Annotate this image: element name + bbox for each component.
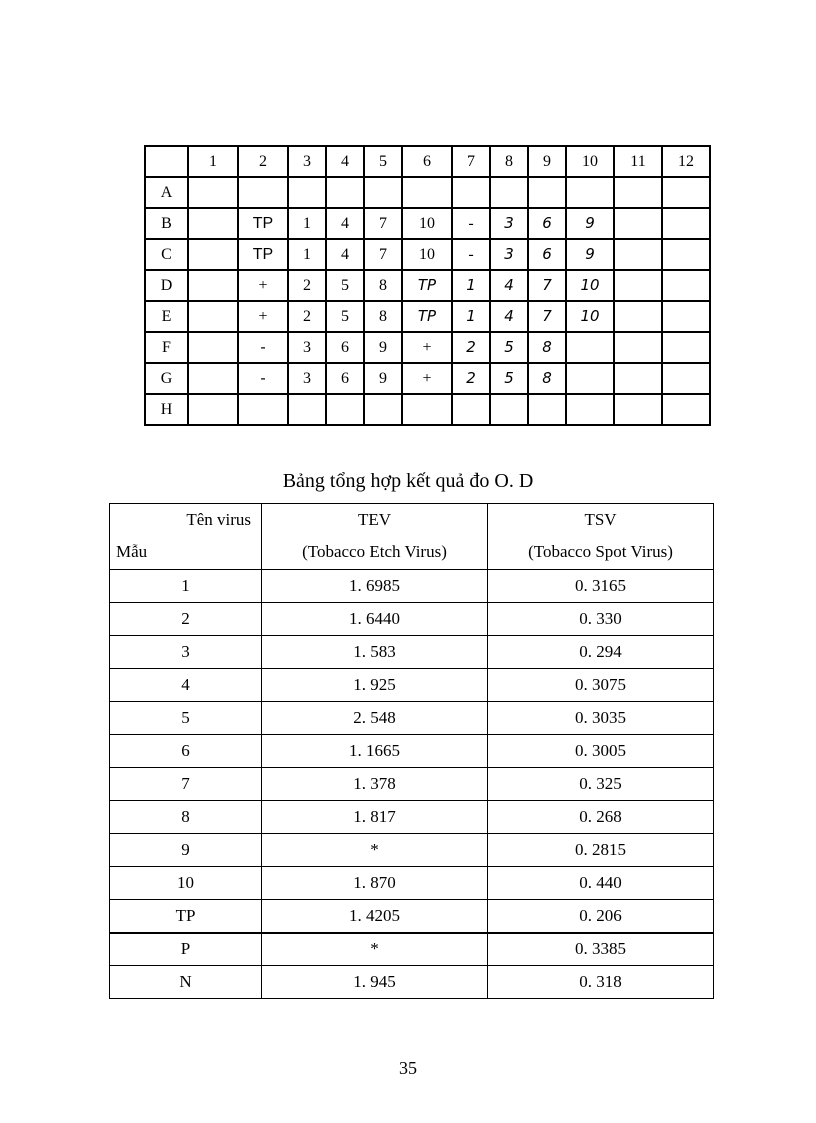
plate-cell: 5	[490, 363, 528, 394]
plate-cell	[188, 177, 238, 208]
plate-cell: 9	[364, 363, 402, 394]
plate-cell: -	[452, 208, 490, 239]
plate-cell	[662, 177, 710, 208]
plate-row-label: B	[145, 208, 188, 239]
plate-cell	[614, 332, 662, 363]
plate-cell	[528, 394, 566, 425]
od-tsv-value: 0. 318	[488, 966, 714, 999]
plate-row	[145, 363, 710, 394]
od-tev-value: *	[262, 933, 488, 966]
plate-cell: 6	[326, 363, 364, 394]
plate-cell	[490, 394, 528, 425]
plate-cell: 6	[528, 208, 566, 239]
tev-name: TEV	[357, 510, 392, 529]
plate-cell: 8	[364, 301, 402, 332]
od-row	[110, 636, 714, 669]
plate-cell: 2	[288, 270, 326, 301]
plate-cell: 10	[566, 270, 614, 301]
od-sample: 3	[110, 636, 262, 669]
plate-cell	[452, 394, 490, 425]
plate-column-header: 3	[288, 146, 326, 177]
od-row	[110, 603, 714, 636]
plate-cell: 5	[490, 332, 528, 363]
od-tev-value: 1. 817	[262, 801, 488, 834]
plate-cell	[614, 363, 662, 394]
plate-row	[145, 394, 710, 425]
od-tsv-value: 0. 268	[488, 801, 714, 834]
plate-cell: 3	[490, 239, 528, 270]
od-corner-header	[110, 504, 262, 570]
od-row	[110, 669, 714, 702]
plate-row-label: A	[145, 177, 188, 208]
plate-cell: 2	[452, 363, 490, 394]
plate-cell	[402, 394, 452, 425]
plate-cell: -	[238, 332, 288, 363]
plate-cell	[566, 363, 614, 394]
plate-cell: 10	[402, 239, 452, 270]
tsv-name: TSV	[584, 510, 617, 529]
plate-column-header: 6	[402, 146, 452, 177]
plate-cell: 4	[326, 208, 364, 239]
od-tsv-value: 0. 3035	[488, 702, 714, 735]
plate-cell: 5	[326, 270, 364, 301]
od-tev-value: 1. 945	[262, 966, 488, 999]
plate-cell: 8	[528, 363, 566, 394]
plate-cell	[566, 394, 614, 425]
plate-cell	[614, 177, 662, 208]
tsv-full-name: (Tobacco Spot Virus)	[528, 542, 673, 561]
od-tsv-value: 0. 3385	[488, 933, 714, 966]
od-tev-value: 1. 870	[262, 867, 488, 900]
od-tev-value: 1. 6985	[262, 570, 488, 603]
od-sample: 1	[110, 570, 262, 603]
od-tsv-value: 0. 330	[488, 603, 714, 636]
plate-row-label: F	[145, 332, 188, 363]
od-tsv-value: 0. 294	[488, 636, 714, 669]
plate-row	[145, 177, 710, 208]
od-results-table	[109, 503, 714, 999]
plate-row-label: E	[145, 301, 188, 332]
plate-cell	[402, 177, 452, 208]
plate-cell	[614, 208, 662, 239]
plate-cell	[566, 177, 614, 208]
od-sample: 10	[110, 867, 262, 900]
od-tev-value: 1. 6440	[262, 603, 488, 636]
plate-cell: 7	[528, 270, 566, 301]
od-tev-value: 1. 1665	[262, 735, 488, 768]
plate-cell: 3	[490, 208, 528, 239]
plate-cell: 5	[326, 301, 364, 332]
plate-cell: 7	[364, 239, 402, 270]
plate-cell: +	[238, 270, 288, 301]
od-sample: 5	[110, 702, 262, 735]
plate-row	[145, 332, 710, 363]
plate-cell: 1	[452, 301, 490, 332]
plate-row-label: D	[145, 270, 188, 301]
plate-cell: TP	[238, 208, 288, 239]
plate-cell: 10	[566, 301, 614, 332]
plate-column-header: 7	[452, 146, 490, 177]
plate-cell	[188, 270, 238, 301]
tsv-header	[488, 504, 714, 570]
table-caption: Bảng tổng hợp kết quả đo O. D	[282, 470, 534, 492]
plate-column-header: 1	[188, 146, 238, 177]
od-row	[110, 735, 714, 768]
od-header-row	[110, 504, 714, 570]
plate-cell	[188, 394, 238, 425]
plate-cell	[364, 394, 402, 425]
od-row	[110, 570, 714, 603]
plate-row	[145, 270, 710, 301]
plate-cell	[614, 270, 662, 301]
plate-cell: 1	[288, 208, 326, 239]
plate-cell	[662, 363, 710, 394]
od-sample: 2	[110, 603, 262, 636]
plate-column-header: 11	[614, 146, 662, 177]
od-tsv-value: 0. 3005	[488, 735, 714, 768]
plate-cell	[662, 270, 710, 301]
plate-column-header: 2	[238, 146, 288, 177]
od-row	[110, 867, 714, 900]
od-tev-value: 2. 548	[262, 702, 488, 735]
plate-cell	[188, 332, 238, 363]
od-row	[110, 801, 714, 834]
plate-cell: 7	[528, 301, 566, 332]
od-row	[110, 900, 714, 933]
plate-cell: 8	[364, 270, 402, 301]
plate-row-label: C	[145, 239, 188, 270]
plate-cell: -	[452, 239, 490, 270]
od-row	[110, 834, 714, 867]
plate-cell	[188, 239, 238, 270]
od-tsv-value: 0. 440	[488, 867, 714, 900]
od-tsv-value: 0. 3165	[488, 570, 714, 603]
plate-cell	[566, 332, 614, 363]
plate-cell	[188, 363, 238, 394]
plate-row	[145, 208, 710, 239]
plate-cell	[188, 208, 238, 239]
plate-cell: +	[402, 332, 452, 363]
plate-cell: 10	[402, 208, 452, 239]
od-row	[110, 966, 714, 999]
od-tev-value: 1. 925	[262, 669, 488, 702]
plate-cell	[614, 239, 662, 270]
plate-corner-cell	[145, 146, 188, 177]
tev-header	[262, 504, 488, 570]
plate-cell: 7	[364, 208, 402, 239]
plate-cell	[188, 301, 238, 332]
plate-header-row	[145, 146, 710, 177]
od-tsv-value: 0. 325	[488, 768, 714, 801]
plate-cell	[288, 177, 326, 208]
plate-row-label: H	[145, 394, 188, 425]
od-sample: 9	[110, 834, 262, 867]
plate-cell: 2	[288, 301, 326, 332]
plate-cell	[326, 394, 364, 425]
od-sample: TP	[110, 900, 262, 933]
plate-cell	[662, 332, 710, 363]
plate-row	[145, 301, 710, 332]
plate-cell	[364, 177, 402, 208]
od-sample: N	[110, 966, 262, 999]
plate-cell: 1	[452, 270, 490, 301]
od-tsv-value: 0. 206	[488, 900, 714, 933]
od-tev-value: 1. 378	[262, 768, 488, 801]
plate-column-header: 12	[662, 146, 710, 177]
plate-cell	[662, 239, 710, 270]
plate-row	[145, 239, 710, 270]
plate-cell: 6	[528, 239, 566, 270]
plate-layout-table	[144, 145, 711, 426]
virus-name-label: Tên virus	[186, 510, 251, 529]
od-tev-value: *	[262, 834, 488, 867]
plate-cell: 9	[566, 239, 614, 270]
od-tsv-value: 0. 3075	[488, 669, 714, 702]
sample-label: Mẫu	[116, 542, 148, 561]
plate-column-header: 8	[490, 146, 528, 177]
plate-cell	[452, 177, 490, 208]
od-sample: 4	[110, 669, 262, 702]
plate-cell	[662, 394, 710, 425]
plate-cell: +	[402, 363, 452, 394]
plate-cell: TP	[402, 301, 452, 332]
plate-cell: 8	[528, 332, 566, 363]
plate-cell	[614, 394, 662, 425]
plate-row-label: G	[145, 363, 188, 394]
plate-cell	[614, 301, 662, 332]
plate-cell: 4	[490, 270, 528, 301]
page-number: 35	[399, 1058, 417, 1078]
od-sample: 8	[110, 801, 262, 834]
plate-cell: 2	[452, 332, 490, 363]
od-tsv-value: 0. 2815	[488, 834, 714, 867]
od-row	[110, 702, 714, 735]
od-sample: 6	[110, 735, 262, 768]
plate-column-header: 9	[528, 146, 566, 177]
od-sample: P	[110, 933, 262, 966]
od-tev-value: 1. 4205	[262, 900, 488, 933]
plate-column-header: 4	[326, 146, 364, 177]
tev-full-name: (Tobacco Etch Virus)	[302, 542, 447, 561]
plate-cell: TP	[238, 239, 288, 270]
plate-cell: 3	[288, 363, 326, 394]
plate-cell: 3	[288, 332, 326, 363]
plate-cell: 6	[326, 332, 364, 363]
plate-cell	[238, 177, 288, 208]
plate-cell	[490, 177, 528, 208]
plate-cell	[288, 394, 326, 425]
plate-cell	[662, 301, 710, 332]
plate-cell	[326, 177, 364, 208]
od-row	[110, 768, 714, 801]
plate-cell: 1	[288, 239, 326, 270]
plate-cell	[238, 394, 288, 425]
plate-cell	[528, 177, 566, 208]
plate-cell: 9	[364, 332, 402, 363]
plate-column-header: 5	[364, 146, 402, 177]
plate-cell	[662, 208, 710, 239]
od-row	[110, 933, 714, 966]
od-tev-value: 1. 583	[262, 636, 488, 669]
plate-cell: 9	[566, 208, 614, 239]
plate-cell: -	[238, 363, 288, 394]
plate-cell: TP	[402, 270, 452, 301]
plate-column-header: 10	[566, 146, 614, 177]
plate-cell: +	[238, 301, 288, 332]
plate-cell: 4	[490, 301, 528, 332]
od-sample: 7	[110, 768, 262, 801]
plate-cell: 4	[326, 239, 364, 270]
